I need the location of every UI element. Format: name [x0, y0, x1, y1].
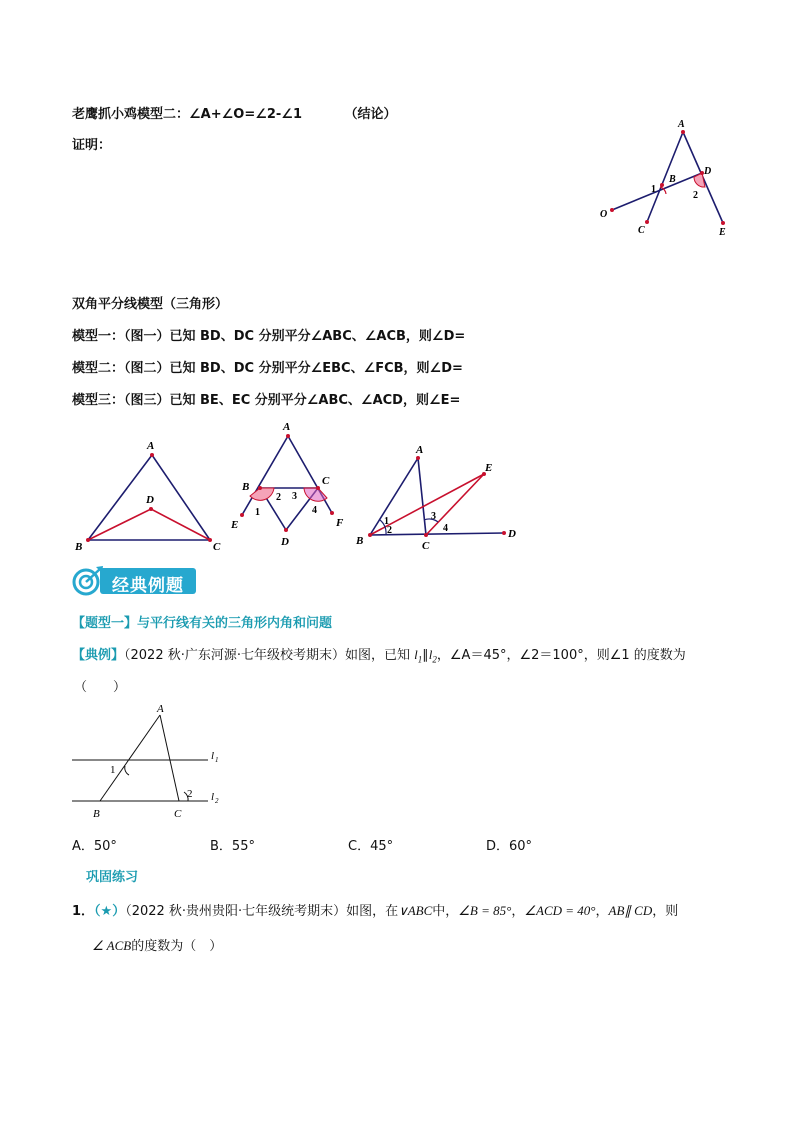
- m2-label-A: A: [678, 119, 685, 130]
- option-a[interactable]: A．50°: [72, 839, 117, 854]
- model2-figure: [590, 115, 740, 240]
- q1-triangle: ∨ABC: [398, 903, 433, 918]
- m2-label-C: C: [638, 225, 645, 236]
- badge-label: 经典例题: [112, 576, 184, 596]
- f2-label-B: B: [242, 481, 250, 493]
- bisector-figure-1: [70, 435, 230, 555]
- type1-title: 【题型一】与平行线有关的三角形内角和问题: [72, 616, 333, 631]
- f1-label-C: C: [213, 541, 221, 553]
- ex-label-C: C: [174, 808, 182, 820]
- ex-label-l2: l: [211, 791, 215, 803]
- q1-text-d: ，: [595, 904, 609, 919]
- example-figure: [70, 700, 230, 825]
- bisector-title: 双角平分线模型（三角形）: [72, 297, 229, 312]
- option-b[interactable]: B．55°: [210, 839, 255, 854]
- ex-label-A: A: [157, 703, 164, 715]
- model2-note: （结论）: [344, 107, 397, 122]
- q1-text-c: ，: [511, 904, 525, 919]
- f3-label-A: A: [416, 444, 424, 456]
- m2-label-O: O: [600, 209, 608, 220]
- q1-text-f: 的度数为（ ）: [131, 939, 223, 954]
- ex-label-l1-sub: 1: [215, 756, 219, 764]
- f2-label-D: D: [281, 536, 289, 548]
- example-l1-sub: 1: [417, 654, 423, 665]
- q1-angle-b: ∠B = 85°: [458, 903, 512, 918]
- example-condition: ，∠A＝45°，∠2＝100°，则∠1 的度数为: [436, 648, 686, 663]
- f2-label-3: 3: [292, 491, 297, 502]
- f2-label-E: E: [231, 519, 239, 531]
- bisector-figure-3: [352, 440, 527, 555]
- q1-text-b: 中，: [432, 904, 459, 919]
- bisector-line-3: 模型三：（图三）已知 BE、EC 分别平分∠ABC、∠ACD，则∠E=: [72, 393, 461, 408]
- f3-label-4: 4: [443, 523, 448, 534]
- f3-label-3: 3: [431, 511, 436, 522]
- option-d[interactable]: D．60°: [486, 839, 533, 854]
- ex-label-l1: l: [211, 750, 215, 762]
- f1-label-A: A: [147, 440, 155, 452]
- example-l2: l: [428, 647, 433, 662]
- ex-label-l2-sub: 2: [215, 797, 219, 805]
- f2-label-F: F: [336, 517, 344, 529]
- m2-label-1: 1: [651, 184, 656, 195]
- section-badge: [70, 565, 198, 597]
- f2-label-A: A: [283, 421, 291, 433]
- practice-q1-line2: [92, 935, 222, 954]
- f2-label-4: 4: [312, 505, 317, 516]
- q1-star: （★）: [94, 904, 126, 919]
- m2-label-E: E: [719, 227, 726, 238]
- example-paren: （ ）: [74, 680, 127, 695]
- q1-parallel: AB∥ CD: [608, 903, 653, 918]
- example-label: 【典例】: [72, 648, 125, 663]
- f3-label-E: E: [485, 462, 493, 474]
- f2-label-1: 1: [255, 507, 260, 518]
- bisector-line-1: 模型一：（图一）已知 BD、DC 分别平分∠ABC、∠ACB，则∠D=: [72, 329, 466, 344]
- f3-label-C: C: [422, 540, 430, 552]
- q1-angle-acb: ∠ ACB: [92, 938, 132, 953]
- f3-label-D: D: [508, 528, 516, 540]
- example-question: [72, 644, 686, 665]
- proof-label: 证明：: [72, 138, 112, 153]
- example-source: （2022 秋·广东河源·七年级校考期末）如图，已知: [124, 648, 410, 663]
- ex-label-2: 2: [187, 788, 193, 800]
- option-c[interactable]: C．45°: [348, 839, 394, 854]
- ex-label-B: B: [93, 808, 100, 820]
- example-l1: l: [414, 647, 418, 662]
- model2-title-text: 老鹰抓小鸡模型二：∠A+∠O=∠2-∠1: [72, 107, 303, 122]
- q1-angle-acd: ∠ACD = 40°: [524, 903, 596, 918]
- practice-q1: [72, 900, 678, 919]
- f1-label-D: D: [146, 494, 154, 506]
- model2-title: [72, 103, 397, 122]
- f2-label-C: C: [322, 475, 330, 487]
- f2-label-2: 2: [276, 492, 281, 503]
- f3-label-1: 1: [384, 516, 389, 527]
- m2-label-2: 2: [693, 190, 698, 201]
- q1-text-e: ，则: [652, 904, 679, 919]
- f3-label-B: B: [356, 535, 364, 547]
- q1-text-a: （2022 秋·贵州贵阳·七年级统考期末）如图，在: [125, 904, 399, 919]
- example-parallel: ∥: [422, 648, 429, 663]
- m2-label-D: D: [704, 166, 712, 177]
- bisector-line-2: 模型二：（图二）已知 BD、DC 分别平分∠EBC、∠FCB，则∠D=: [72, 361, 463, 376]
- practice-title: 巩固练习: [86, 870, 139, 885]
- f3-label-2: 2: [387, 525, 392, 536]
- q1-number: 1．: [72, 904, 95, 919]
- f1-label-B: B: [75, 541, 83, 553]
- ex-label-1: 1: [110, 764, 116, 776]
- bisector-figure-2: [228, 418, 358, 553]
- m2-label-B: B: [669, 174, 676, 185]
- example-l2-sub: 2: [432, 654, 437, 665]
